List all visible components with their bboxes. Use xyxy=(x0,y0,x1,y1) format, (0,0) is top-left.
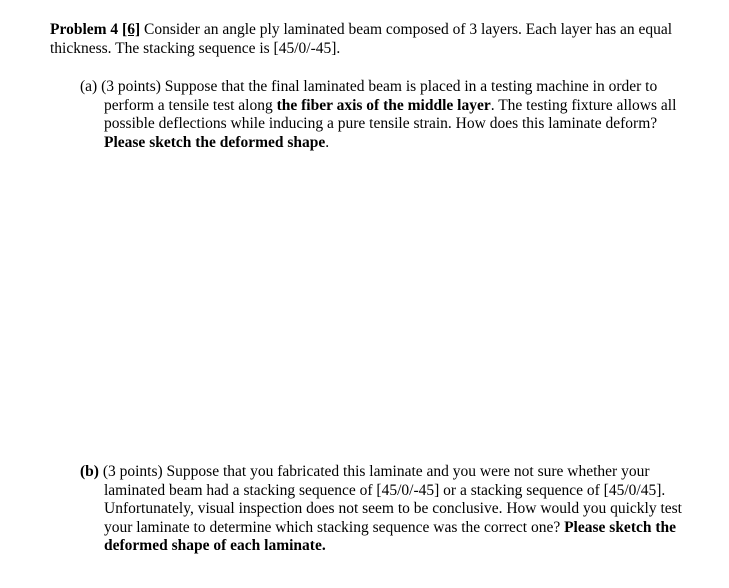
part-b-bold-1: Please sketch the deformed shape of each laminate. xyxy=(104,518,677,554)
problem-statement xyxy=(50,21,690,58)
part-b-marker: (b) xyxy=(80,463,99,480)
answer-space xyxy=(50,160,690,450)
part-a-bold-1: the fiber axis of the middle layer xyxy=(276,96,491,114)
part-a-text-1: (3 points) Suppose that the final laminated beam is placed in a testing machine in order to perform a tensile test along xyxy=(101,78,658,114)
part-a-bold-2: Please sketch the deformed shape xyxy=(104,133,326,151)
problem-label: Problem 4 xyxy=(50,21,119,38)
problem-points-text: [6] xyxy=(122,21,141,38)
part-a-marker: (a) xyxy=(80,78,98,95)
problem-text: Consider an angle ply laminated beam composed of 3 layers. Each layer has an equal thickness. The stacking sequence is [45/0/-45]. xyxy=(50,21,673,57)
part-b xyxy=(80,463,690,556)
problem-points xyxy=(122,21,140,38)
part-a-text-3: . xyxy=(325,133,330,151)
part-a xyxy=(80,78,690,152)
part-a-text-2: . The testing fixture allows all possible deflections while inducing a pure tensile strain. How does this laminate deform? xyxy=(104,96,677,132)
part-b-text-1: (3 points) Suppose that you fabricated this laminate and you were not sure whether your laminated beam had a stacking sequence of [45/0/-45] or a stacking sequence of [45/0/45]. Unfortunately, visual inspection does not seem to be conclusive. How would you quickly test your laminate to determine which stacking sequence was the correct one? xyxy=(102,463,682,536)
